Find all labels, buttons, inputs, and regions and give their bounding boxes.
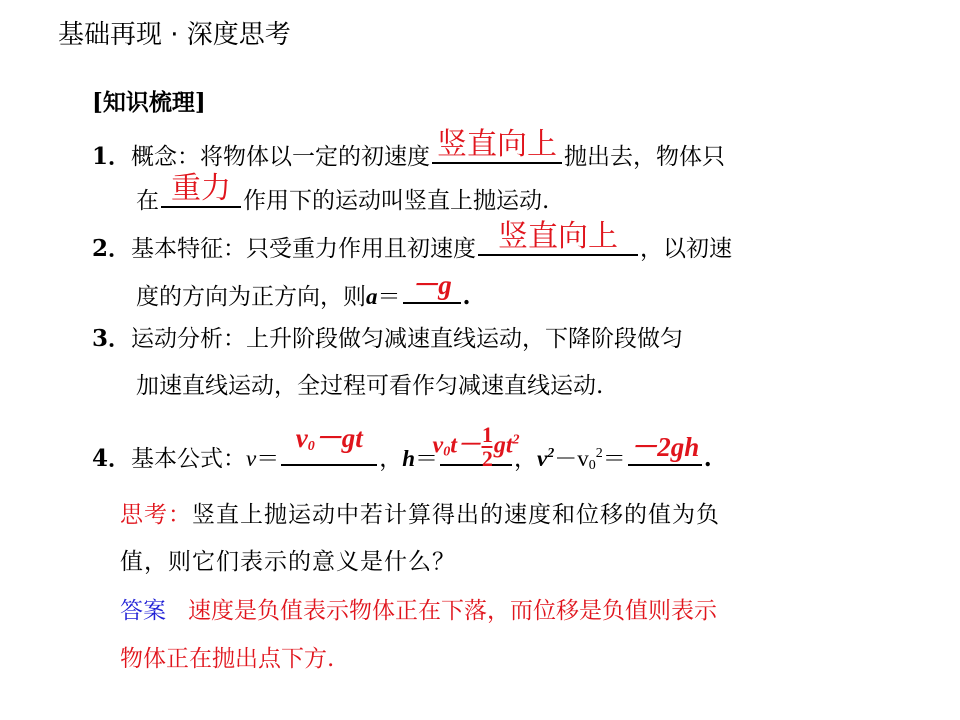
item-number: 2． — [92, 235, 132, 262]
answer-fill: 竖直向上 — [498, 219, 619, 254]
item-text: 度的方向为正方向，则 — [136, 284, 366, 310]
answer-fill: －g — [411, 270, 452, 300]
section-title: [知识梳理] — [92, 89, 206, 116]
minus-v0-squared: $-v_0^2$ — [554, 446, 603, 473]
item-3-line-2 — [136, 371, 603, 401]
item-text: ，以初速 — [640, 236, 733, 262]
answer-fill-relation: －2gh — [630, 432, 700, 462]
think-text: 值，则它们表示的意义是什么？ — [120, 549, 456, 575]
period: . — [703, 445, 712, 472]
item-text: 在 — [136, 188, 159, 214]
answer-blank — [403, 270, 461, 304]
var-v-squared: $v^2$ — [537, 446, 555, 471]
item-4-line — [92, 422, 712, 481]
period: . — [462, 283, 471, 310]
item-2-line-1 — [92, 219, 733, 264]
answer-text: 物体正在抛出点下方. — [120, 646, 335, 672]
answer-blank-displacement — [432, 422, 520, 471]
answer-fill-displacement: $v_0t-$ $\frac{1}{2}$ $gt^2$ — [432, 422, 520, 471]
slide-header: 基础再现 · 深度思考 — [58, 20, 291, 50]
var-h: h — [402, 446, 416, 471]
answer-fill-velocity: $v_0-gt$ — [295, 423, 363, 454]
answer-blank-relation — [628, 432, 702, 466]
item-text: 加速直线运动，全过程可看作匀减速直线运动. — [136, 373, 604, 399]
item-2-line-2 — [136, 270, 471, 312]
think-label: 思考 — [120, 502, 168, 528]
item-text: 基本公式： — [131, 446, 247, 472]
item-3-line-1 — [92, 324, 683, 354]
comma: ， — [379, 446, 403, 472]
answer-line-1 — [120, 596, 717, 626]
item-text: 抛出去，物体只 — [564, 144, 726, 170]
answer-blank — [161, 171, 241, 208]
answer-blank — [432, 127, 562, 164]
think-colon: ： — [168, 502, 192, 528]
fraction: $\frac{1}{2}$ — [481, 422, 493, 471]
equals-sign: ＝ — [602, 446, 626, 472]
item-1-line-2 — [136, 171, 550, 216]
answer-fill: 重力 — [171, 171, 231, 206]
think-text: 竖直上抛运动中若计算得出的速度和位移的值为负 — [192, 502, 720, 528]
answer-text: 速度是负值表示物体正在下落，而位移是负值则表示 — [188, 598, 717, 624]
item-text: 概念：将物体以一定的初速度 — [131, 144, 431, 170]
var-v: v — [246, 446, 257, 471]
comma: ， — [514, 446, 538, 472]
answer-blank — [478, 219, 638, 256]
var-a: a — [366, 284, 378, 309]
answer-line-2 — [120, 644, 334, 674]
item-1-line-1 — [92, 127, 726, 172]
think-line-1 — [120, 500, 720, 530]
equals-sign: ＝ — [256, 446, 280, 472]
equals-sign: ＝ — [377, 284, 401, 310]
answer-fill: 竖直向上 — [437, 127, 558, 162]
answer-blank-velocity — [281, 423, 377, 466]
item-text: 作用下的运动叫竖直上抛运动. — [243, 188, 550, 214]
item-text: 基本特征：只受重力作用且初速度 — [131, 236, 477, 262]
item-number: 4． — [92, 445, 132, 472]
equals-sign: ＝ — [415, 446, 439, 472]
think-line-2 — [120, 547, 456, 577]
item-number: 3． — [92, 325, 132, 352]
answer-label: 答案 — [120, 598, 166, 624]
item-number: 1． — [92, 143, 132, 170]
item-text: 运动分析：上升阶段做匀减速直线运动，下降阶段做匀 — [131, 326, 684, 352]
